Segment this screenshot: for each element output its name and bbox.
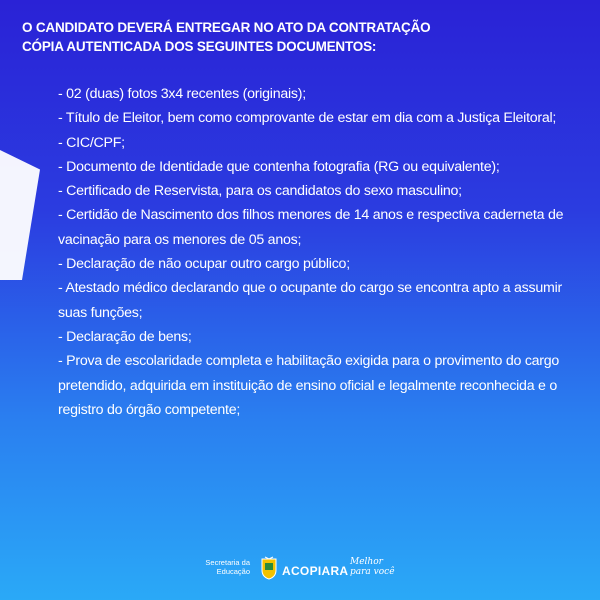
list-item: - Atestado médico declarando que o ocupante do cargo se encontra apto a assumir (58, 280, 562, 297)
slogan-line-1: Melhor (350, 557, 383, 567)
secretaria-line-1: Secretaria da (205, 558, 250, 567)
city-name: ACOPIARA (282, 564, 349, 578)
header-line-1: O CANDIDATO DEVERÁ ENTREGAR NO ATO DA CONTRATAÇÃO (22, 20, 431, 35)
list-item: suas funções; (58, 304, 143, 321)
list-item: - Documento de Identidade que contenha fotografia (RG ou equivalente); (58, 158, 500, 175)
list-item: pretendido, adquirida em instituição de ensino oficial e legalmente reconhecida e o (58, 377, 558, 394)
list-item: - Título de Eleitor, bem como comprovante de estar em dia com a Justiça Eleitoral; (58, 110, 557, 127)
secretaria-line-2: Educação (216, 567, 250, 576)
list-item: vacinação para os menores de 05 anos; (58, 231, 302, 248)
decorative-shape (0, 150, 40, 280)
slogan-logo (350, 557, 410, 577)
list-item: - CIC/CPF; (58, 134, 125, 151)
documents-list (58, 82, 578, 422)
list-item: - Certidão de Nascimento dos filhos menores de 14 anos e respectiva caderneta de (58, 207, 564, 224)
secretaria-logo (200, 558, 250, 576)
footer-logos (200, 556, 440, 584)
list-item: - 02 (duas) fotos 3x4 recentes (originais); (58, 86, 306, 102)
list-item: - Prova de escolaridade completa e habilitação exigida para o provimento do cargo (58, 353, 560, 370)
list-item: - Declaração de não ocupar outro cargo público; (58, 256, 350, 273)
city-crest-icon (260, 556, 278, 580)
list-item: registro do órgão competente; (58, 401, 241, 418)
slogan-line-2: para você (350, 567, 395, 577)
header-heading (22, 18, 431, 56)
header-line-2: CÓPIA AUTENTICADA DOS SEGUINTES DOCUMENTOS: (22, 39, 377, 54)
list-item: - Declaração de bens; (58, 328, 192, 345)
list-item: - Certificado de Reservista, para os candidatos do sexo masculino; (58, 183, 462, 200)
